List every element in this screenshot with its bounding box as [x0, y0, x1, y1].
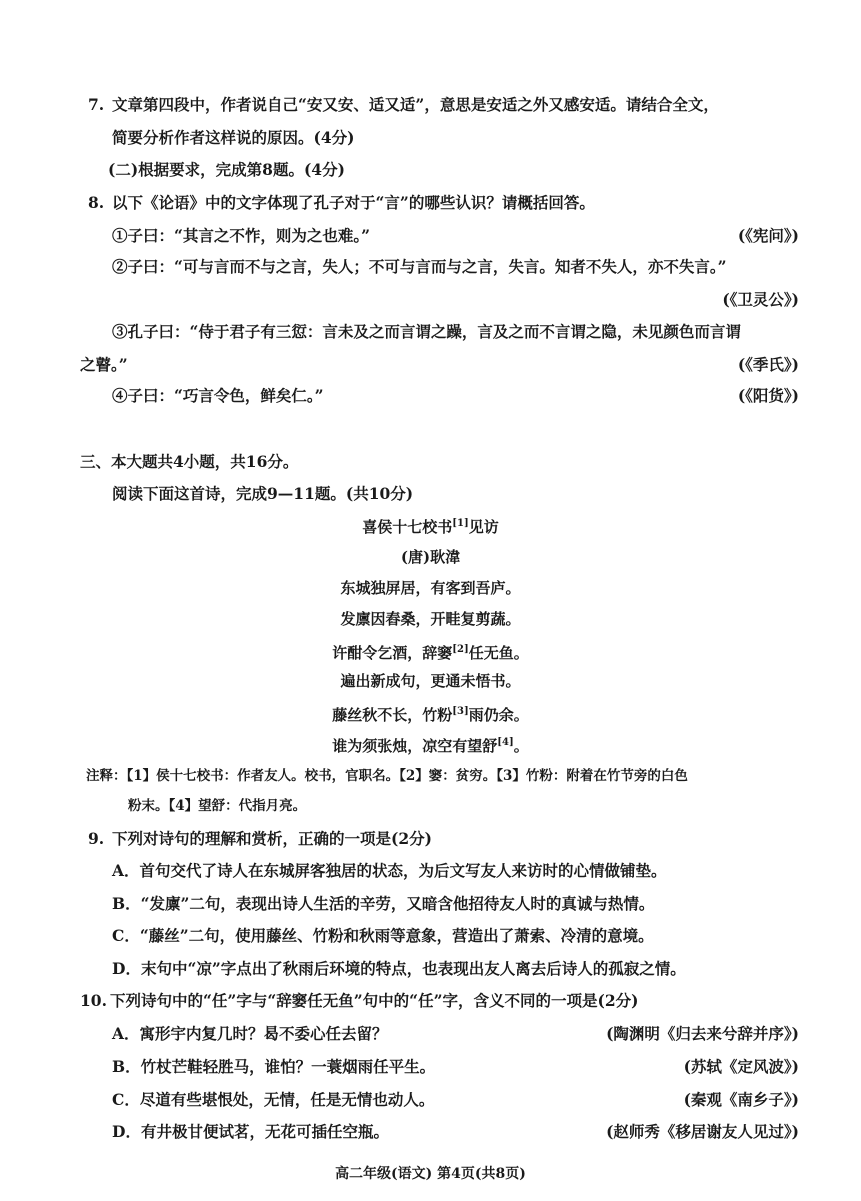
page-footer: 高二年级(语文) 第4页(共8页)	[335, 1166, 526, 1182]
poem-line-3a: 许酣令乞酒，辞窭	[332, 644, 453, 662]
q10-option-d-source: (赵师秀《移居谢友人见过》)	[606, 1122, 799, 1141]
poem-line-3	[0, 640, 861, 663]
poem-line-3-note: [2]	[452, 644, 469, 655]
q10-option-b: B．竹杖芒鞋轻胜马，谁怕？一蓑烟雨任平生。	[112, 1057, 436, 1076]
q8-item-4-source: (《阳货》)	[737, 386, 799, 405]
q8-stem: 以下《论语》中的文字体现了孔子对于“言”的哪些认识？请概括回答。	[112, 193, 595, 212]
q8-item-2: ②子曰：“可与言而不与之言，失人；不可与言而与之言，失言。知者不失人，亦不失言。”	[112, 257, 727, 276]
q10-option-b-source: (苏轼《定风波》)	[683, 1057, 799, 1076]
q8-item-3: ③孔子曰：“侍于君子有三愆：言未及之而言谓之躁，言及之而不言谓之隐，未见颜色而言谓	[112, 322, 741, 341]
q8-item-3-source: (《季氏》)	[737, 355, 799, 374]
q10-option-a: A．寓形宇内复几时？曷不委心任去留？	[112, 1024, 388, 1043]
q9-option-d: D．末句中“凉”字点出了秋雨后环境的特点，也表现出友人离去后诗人的孤寂之情。	[112, 959, 686, 978]
section3-instruction: 阅读下面这首诗，完成9—11题。(共10分)	[112, 484, 414, 503]
q10-option-a-source: (陶渊明《归去来兮辞并序》)	[606, 1024, 799, 1043]
poem-line-2: 发廪因舂桑，开畦复剪蔬。	[340, 610, 521, 628]
q8-item-2-source: (《卫灵公》)	[722, 290, 799, 309]
q7-line1: 文章第四段中，作者说自己“安又安、适又适”，意思是安适之外又感安适。请结合全文，	[112, 95, 719, 114]
q9-stem: 下列对诗句的理解和赏析，正确的一项是(2分)	[112, 829, 432, 848]
poem-line-6-note: [4]	[497, 737, 514, 748]
poem-title-note: [1]	[452, 518, 469, 529]
q10-option-d: D．有井极甘便试茗，无花可插任空瓶。	[112, 1122, 389, 1141]
poem-line-5b: 雨仍余。	[468, 706, 529, 724]
notes-line2: 粉末。【4】望舒：代指月亮。	[128, 798, 307, 814]
poem-line-6b: 。	[513, 737, 529, 755]
poem-line-6	[0, 733, 861, 756]
poem-line-5	[0, 702, 861, 725]
poem-line-6a: 谁为须张烛，凉空有望舒	[332, 737, 498, 755]
poem-author: (唐)耿湋	[400, 548, 461, 566]
section3-title: 三、本大题共4小题，共16分。	[80, 452, 299, 471]
q10-number: 10.	[80, 991, 107, 1010]
q9-option-a: A．首句交代了诗人在东城屏客独居的状态，为后文写友人来访时的心情做铺垫。	[112, 861, 667, 880]
q9-number: 9.	[88, 829, 105, 848]
q10-option-c-source: (秦观《南乡子》)	[683, 1090, 799, 1109]
poem-line-5-note: [3]	[452, 706, 469, 717]
q9-option-b: B．“发廪”二句，表现出诗人生活的辛劳，又暗含他招待友人时的真诚与热情。	[112, 894, 655, 913]
q7-number: 7.	[88, 95, 105, 114]
poem-title-tail: 见访	[468, 518, 499, 536]
poem-line-1: 东城独屏居，有客到吾庐。	[340, 579, 521, 597]
poem-line-5a: 藤丝秋不长，竹粉	[332, 706, 453, 724]
q8-item-1: ①子曰：“其言之不怍，则为之也难。”	[112, 226, 371, 245]
q9-option-c: C．“藤丝”二句，使用藤丝、竹粉和秋雨等意象，营造出了萧索、冷清的意境。	[112, 926, 654, 945]
part2-heading: (二)根据要求，完成第8题。(4分)	[108, 160, 345, 179]
q8-item-4: ④子曰：“巧言令色，鲜矣仁。”	[112, 386, 324, 405]
poem-title-main: 喜侯十七校书	[362, 518, 453, 536]
poem-title	[0, 514, 861, 537]
poem-line-4: 遍出新成句，更通未悟书。	[340, 672, 521, 690]
q8-item-1-source: (《宪问》)	[737, 226, 799, 245]
notes-line1: 注释：【1】侯十七校书：作者友人。校书，官职名。【2】窭：贫穷。【3】竹粉：附着在竹节旁的白色	[86, 768, 688, 784]
q10-option-c: C．尽道有些堪恨处，无情，任是无情也动人。	[112, 1090, 435, 1109]
q8-number: 8.	[88, 193, 105, 212]
q10-stem: 下列诗句中的“任”字与“辞窭任无鱼”句中的“任”字，含义不同的一项是(2分)	[110, 991, 639, 1010]
poem-line-3b: 任无鱼。	[468, 644, 529, 662]
q8-item-3-cont: 之瞽。”	[80, 355, 128, 374]
q7-line2: 简要分析作者这样说的原因。(4分)	[112, 128, 355, 147]
